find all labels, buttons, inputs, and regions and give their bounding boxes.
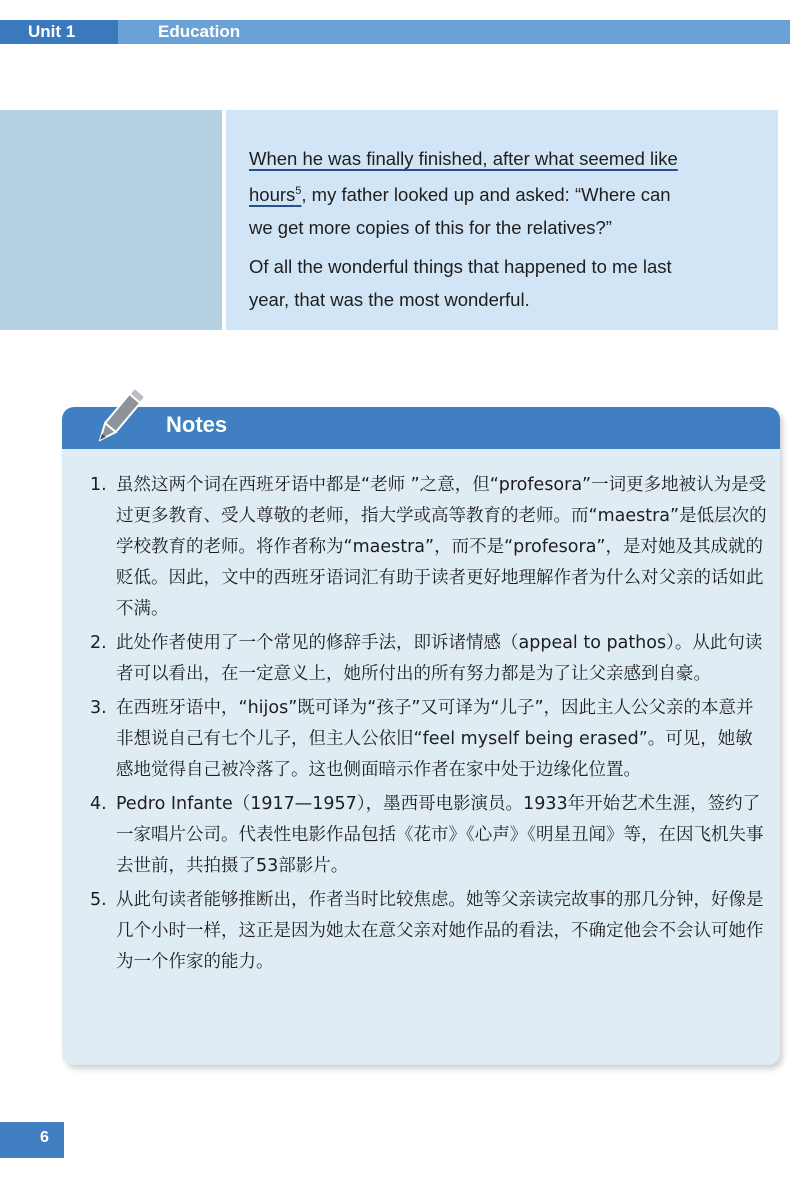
quote-text — [249, 142, 749, 322]
note-item-3 — [90, 693, 770, 786]
page-header — [0, 0, 790, 44]
notes-title: Notes — [166, 412, 228, 437]
note-item-5 — [90, 885, 770, 978]
quote-hours: hours — [249, 184, 296, 206]
topic-tab — [118, 20, 790, 44]
note-item-4 — [90, 789, 770, 882]
note-number: 5. — [90, 890, 107, 910]
unit-tab — [0, 20, 118, 44]
note-number: 2. — [90, 633, 107, 653]
note-text: 此处作者使用了一个常见的修辞手法，即诉诸情感（appeal to pathos）。从此句读者可以看出，在一定意义上，她所付出的所有努力都是为了让父亲感到自豪。 — [116, 633, 763, 684]
note-number: 4. — [90, 794, 107, 814]
note-text: 从此句读者能够推断出，作者当时比较焦虑。她等父亲读完故事的那几分钟，好像是几个小时一样，这正是因为她太在意父亲对她作品的看法，不确定他会不会认可她作为一个作家的能力。 — [116, 890, 764, 972]
notes-list — [90, 470, 770, 981]
pencil-icon — [86, 382, 150, 452]
note-item-2 — [90, 628, 770, 690]
quote-underlined-2 — [249, 184, 301, 205]
footnote-ref-5: 5 — [295, 185, 302, 197]
note-text: Pedro Infante（1917—1957），墨西哥电影演员。1933年开始艺术生涯，签约了一家唱片公司。代表性电影作品包括《花市》《心声》《明星丑闻》等，在因飞机失事去世前，共拍摄了53部影片。 — [116, 794, 764, 876]
note-number: 3. — [90, 698, 107, 718]
quote-paragraph-2 — [249, 250, 749, 316]
quote-side-panel — [0, 110, 222, 330]
quote-part-4: we get more copies of this for the relatives?” — [249, 217, 612, 239]
unit-label: Unit 1 — [28, 22, 76, 41]
topic-label: Education — [158, 22, 241, 41]
quote-part-3: , my father looked up and asked: “Where can — [301, 184, 671, 206]
page-number: 6 — [40, 1129, 49, 1146]
note-text: 虽然这两个词在西班牙语中都是“老师 ”之意，但“profesora”一词更多地被认为是受过更多教育、受人尊敬的老师，指大学或高等教育的老师。而“maestra”是低层次的学校教育的老师。将作者称为“maestra”，而不是“profesora”，是对她及其成就的贬低。因此，文中的西班牙语词汇有助于读者更好地理解作者为什么对父亲的话如此不满。 — [116, 475, 767, 619]
note-item-1 — [90, 470, 770, 625]
quote-p2-line-2: year, that was the most wonderful. — [249, 289, 530, 311]
quote-paragraph-1 — [249, 142, 749, 244]
page-number-tab — [0, 1122, 64, 1158]
quote-underlined-1: When he was finally finished, after what seemed like — [249, 148, 678, 169]
note-number: 1. — [90, 475, 107, 495]
quote-p2-line-1: Of all the wonderful things that happened to me last — [249, 256, 672, 278]
notes-title-bar — [62, 407, 780, 449]
note-text: 在西班牙语中，“hijos”既可译为“孩子”又可译为“儿子”，因此主人公父亲的本意并非想说自己有七个儿子，但主人公依旧“feel myself being erased”。可见，她敏感地觉得自己被冷落了。这也侧面暗示作者在家中处于边缘化位置。 — [116, 698, 754, 780]
